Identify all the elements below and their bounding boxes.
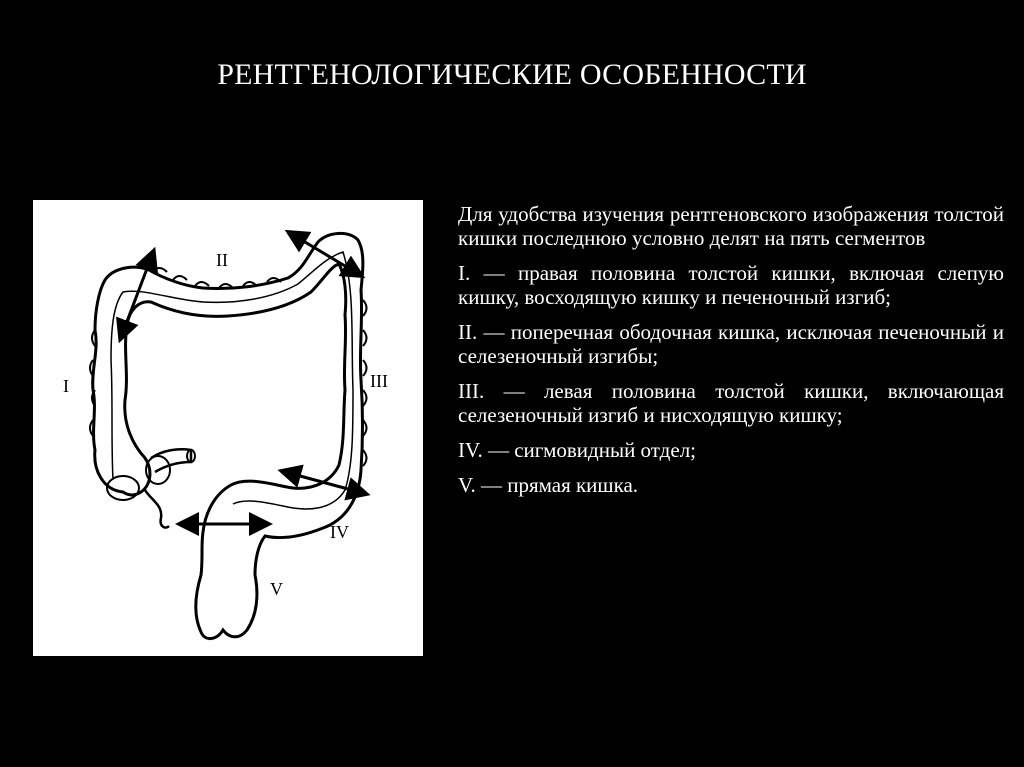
label-segment-V: V <box>270 579 283 599</box>
label-segment-I: I <box>63 376 69 396</box>
intro-paragraph: Для удобства изучения рентгеновского изображения толстой кишки последнюю условно делят на пять сегментов <box>458 202 1004 250</box>
label-segment-III: III <box>370 371 388 391</box>
colon-diagram <box>33 200 423 656</box>
ileum-stub <box>151 449 191 472</box>
arrow-boundary-II-III <box>295 236 355 272</box>
colon-lumen-line <box>111 252 353 509</box>
colon-outer-wall <box>93 233 363 638</box>
label-segment-IV: IV <box>330 522 349 542</box>
slide-title: РЕНТГЕНОЛОГИЧЕСКИЕ ОСОБЕННОСТИ <box>217 58 807 91</box>
description-text <box>458 202 1004 508</box>
segment-IV-text: IV. — сигмовидный отдел; <box>458 438 697 462</box>
segment-V-text: V. — прямая кишка. <box>458 473 639 497</box>
segment-II-text: II. — поперечная ободочная кишка, исключая печеночный и селезеночный изгибы; <box>458 320 1004 368</box>
segment-III-text: III. — левая половина толстой кишки, включающая селезеночный изгиб и нисходящую кишку; <box>458 379 1004 427</box>
label-segment-II: II <box>216 250 228 270</box>
appendix <box>145 490 169 528</box>
colon-diagram-svg <box>33 200 423 656</box>
segment-I-text: I. — правая половина толстой кишки, включая слепую кишку, восходящую кишку и печеночный изгиб; <box>458 261 1004 309</box>
